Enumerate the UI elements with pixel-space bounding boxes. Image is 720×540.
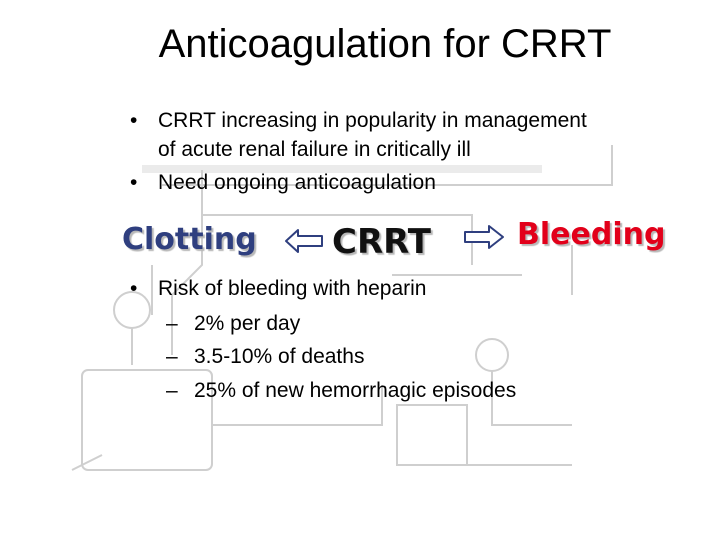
bleeding-label: Bleeding xyxy=(517,217,666,252)
bullet-marker: • xyxy=(130,171,138,194)
bullet-marker: • xyxy=(130,109,138,132)
crrt-label: CRRT xyxy=(332,222,431,262)
bullet-text: Need ongoing anticoagulation xyxy=(158,171,436,194)
bullet-text: of acute renal failure in critically ill xyxy=(158,138,471,161)
right-arrow-icon xyxy=(463,224,505,250)
slide-title: Anticoagulation for CRRT xyxy=(158,22,612,66)
sub-bullet-marker: – xyxy=(166,345,178,368)
left-arrow-icon xyxy=(284,228,324,254)
sub-bullet-text: 2% per day xyxy=(194,312,301,335)
clotting-label: Clotting xyxy=(122,222,257,257)
bullet-marker: • xyxy=(130,277,138,300)
sub-bullet-marker: – xyxy=(166,312,178,335)
sub-bullet-text: 25% of new hemorrhagic episodes xyxy=(194,379,517,402)
bullet-text: Risk of bleeding with heparin xyxy=(158,277,427,300)
bullet-text: CRRT increasing in popularity in management xyxy=(158,109,587,132)
sub-bullet-text: 3.5-10% of deaths xyxy=(194,345,365,368)
sub-bullet-marker: – xyxy=(166,379,178,402)
